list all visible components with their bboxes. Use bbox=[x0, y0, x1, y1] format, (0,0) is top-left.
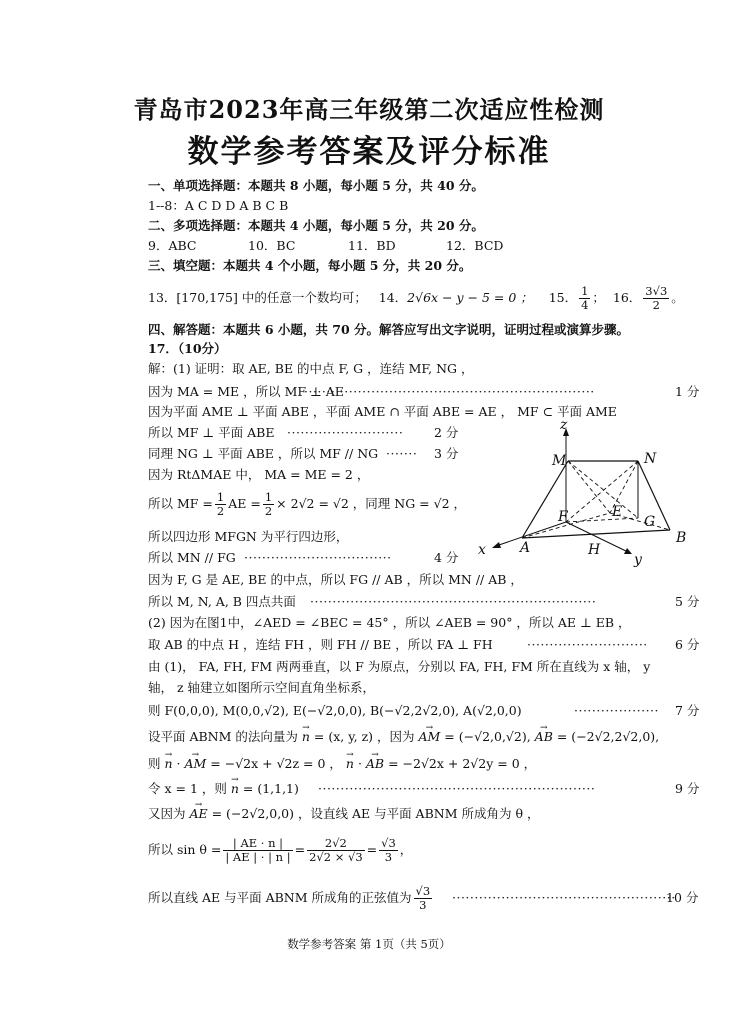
q17-line2: 因为 MA = ME ，所以 MF ⊥ AE bbox=[148, 384, 344, 399]
q17-line16: 则 F(0,0,0), M(0,0,√2), E(−√2,0,0), B(−√2,2√2,0), A(√2,0,0) bbox=[148, 703, 522, 718]
q14-label: 14． bbox=[378, 290, 408, 305]
label-z: z bbox=[560, 418, 568, 433]
score-10: 10 分 bbox=[666, 890, 699, 905]
answer-title: 数学参考答案及评分标准 bbox=[187, 134, 551, 170]
edge-ma bbox=[522, 461, 568, 538]
q17-line18: 则 → n · → AM = −√2x + √2z = 0 ， → n · → AB = −2√2x + 2√2y = 0 ， bbox=[148, 756, 536, 772]
label-h: H bbox=[588, 542, 601, 558]
leader-dots: ······························································ bbox=[318, 781, 596, 796]
section1-answers: 1--8：A C D D A B C B bbox=[148, 198, 289, 213]
q13-answer: 13．[170,175] 中的任意一个数均可； bbox=[148, 290, 367, 305]
fraction-half: $\frac{1}{2}$ bbox=[216, 490, 225, 518]
leader-dots: ·························· bbox=[287, 425, 404, 440]
q17-line15: 轴， z 轴建立如图所示空间直角坐标系， bbox=[148, 680, 376, 695]
leader-dots: ··················· bbox=[574, 703, 659, 718]
section1-heading: 一、单项选择题：本题共 8 小题，每小题 5 分，共 40 分。 bbox=[148, 178, 484, 193]
dashed-me bbox=[568, 461, 610, 513]
section2-answer-12: 12．BCD bbox=[446, 238, 504, 253]
vector-n: → n bbox=[164, 756, 172, 772]
q17-header: 17．（10分） bbox=[148, 341, 227, 356]
q17-line13: 取 AB 的中点 H ，连结 FH ，则 FH // BE ，所以 FA ⊥ FH bbox=[148, 637, 493, 652]
section3-answers: 13．[170,175] 中的任意一个数均可； 14．2√6x − y − 5 = 0 ； 15． $\frac{1}{4}$ ； 16． $\frac{3√3}{2}$ 。 bbox=[148, 284, 684, 312]
vector-n: → n bbox=[346, 756, 354, 772]
exam-title: 青岛市2023年高三年级第二次适应性检测 bbox=[133, 95, 605, 124]
x-axis bbox=[496, 522, 566, 546]
label-n: N bbox=[644, 451, 657, 467]
q15-label: 15． bbox=[548, 290, 578, 305]
label-f: F bbox=[558, 509, 568, 525]
q17-line14: 由 (1)， FA, FH, FM 两两垂直，以 F 为原点，分别以 FA, FH, FM 所在直线为 x 轴， y bbox=[148, 659, 651, 674]
dashed-nf bbox=[566, 461, 638, 522]
vector-am: → AM bbox=[184, 756, 206, 772]
label-e: E bbox=[612, 504, 623, 520]
sin-fraction-1: $\frac{| AE \cdot n |}{| AE | \cdot | n |}$ bbox=[225, 836, 291, 864]
label-g: G bbox=[644, 514, 656, 530]
label-x: x bbox=[478, 542, 486, 558]
geometry-figure bbox=[470, 418, 700, 568]
section4-heading: 四、解答题：本题共 6 小题，共 70 分。解答应写出文字说明，证明过程或演算步骤。 bbox=[148, 322, 630, 337]
q17-line6: 因为 RtΔMAE 中， MA = ME = 2 ， bbox=[148, 467, 370, 482]
section2-answer-10: 10．BC bbox=[248, 238, 296, 253]
vector-am: → AM bbox=[419, 729, 441, 745]
score-2: 2 分 bbox=[434, 425, 459, 440]
sin-fraction-3: $\frac{√3}{3}$ bbox=[381, 836, 396, 864]
q17-line12: (2) 因为在图1中，∠AED = ∠BEC = 45° ，所以 ∠AEB = 90° ，所以 AE ⊥ EB ， bbox=[148, 615, 631, 630]
vector-ab: → AB bbox=[366, 756, 384, 772]
q17-line7: 所以 MF = $\frac{1}{2}$ AE = $\frac{1}{2}$ × 2√2 = √2 ，同理 NG = √2 ， bbox=[148, 490, 467, 518]
q16-label: 16． bbox=[612, 290, 642, 305]
score-6: 6 分 bbox=[675, 637, 700, 652]
sin-fraction-2: $\frac{2√2}{2√2 \times √3}$ bbox=[309, 836, 363, 864]
dashed-fg bbox=[566, 518, 638, 522]
q17-line3: 因为平面 AME ⊥ 平面 ABE ，平面 AME ∩ 平面 ABE = AE ， MF ⊂ 平面 AME bbox=[148, 404, 617, 419]
q17-line20: 又因为 → AE = (−2√2,0,0) ，设直线 AE 与平面 ABNM 所成角为 θ ， bbox=[148, 806, 539, 822]
vector-n: → n bbox=[302, 729, 310, 745]
q17-line1: 解：(1) 证明：取 AE, BE 的中点 F, G ，连结 MF, NG ， bbox=[148, 361, 474, 376]
score-5: 5 分 bbox=[675, 594, 700, 609]
score-3: 3 分 bbox=[434, 446, 459, 461]
q17-line8: 所以四边形 MFGN 为平行四边形， bbox=[148, 529, 349, 544]
leader-dots: ··························· bbox=[527, 637, 648, 652]
section2-heading: 二、多项选择题：本题共 4 小题，每小题 5 分，共 20 分。 bbox=[148, 218, 484, 233]
section2-answer-11: 11．BD bbox=[348, 238, 396, 253]
fraction-half: $\frac{1}{2}$ bbox=[264, 490, 273, 518]
q17-line4: 所以 MF ⊥ 平面 ABE bbox=[148, 425, 275, 440]
q17-line17: 设平面 ABNM 的法向量为 → n = (x, y, z) ，因为 → AM = (−√2,0,√2), → AB = (−2√2,2√2,0), bbox=[148, 729, 659, 745]
vector-n: → n bbox=[231, 781, 239, 797]
q14-answer: 2√6x − y − 5 = 0 ； bbox=[407, 290, 533, 305]
sine-value-fraction: $\frac{√3}{3}$ bbox=[415, 884, 431, 912]
label-b: B bbox=[676, 530, 687, 546]
q17-line9: 所以 MN // FG bbox=[148, 550, 236, 565]
vector-ae: → AE bbox=[189, 806, 207, 822]
leader-dots: ································································· bbox=[304, 384, 595, 399]
score-4: 4 分 bbox=[434, 550, 459, 565]
page-footer: 数学参考答案 第 1页（共 5页） bbox=[287, 937, 451, 951]
score-1: 1 分 bbox=[675, 384, 700, 399]
score-9: 9 分 bbox=[675, 781, 700, 796]
leader-dots: ································· bbox=[244, 550, 392, 565]
q17-line22: 所以直线 AE 与平面 ABNM 所成角的正弦值为 $\frac{√3}{3}$ bbox=[148, 884, 431, 912]
leader-dots: ······· bbox=[386, 446, 418, 461]
label-a: A bbox=[520, 540, 531, 556]
label-y: y bbox=[634, 552, 642, 568]
q16-fraction: $\frac{3√3}{2}$ bbox=[645, 284, 668, 312]
q17-line5: 同理 NG ⊥ 平面 ABE ，所以 MF // NG bbox=[148, 446, 379, 461]
q17-line10: 因为 F, G 是 AE, BE 的中点，所以 FG // AB ，所以 MN // AB ， bbox=[148, 572, 523, 587]
section3-heading: 三、填空题：本题共 4 个小题，每小题 5 分，共 20 分。 bbox=[148, 258, 472, 273]
q17-line21: 所以 sin θ = $\frac{| AE \cdot n |}{| AE | \cdot | n |}$ = $\frac{2√2}{2√2 \times √3}$ = $\frac{√3}{3}$ ， bbox=[148, 836, 413, 864]
score-7: 7 分 bbox=[675, 703, 700, 718]
q15-fraction: $\frac{1}{4}$ bbox=[581, 284, 589, 312]
q17-line11: 所以 M, N, A, B 四点共面 bbox=[148, 594, 296, 609]
leader-dots: ································································ bbox=[310, 594, 597, 609]
dashed-mg bbox=[568, 461, 638, 518]
vector-ab: → AB bbox=[535, 729, 553, 745]
leader-dots: ·················································· bbox=[452, 890, 676, 905]
label-m: M bbox=[552, 453, 567, 469]
q17-line19: 令 x = 1 ，则 → n = (1,1,1) bbox=[148, 781, 299, 797]
section2-answer-9: 9．ABC bbox=[148, 238, 197, 253]
